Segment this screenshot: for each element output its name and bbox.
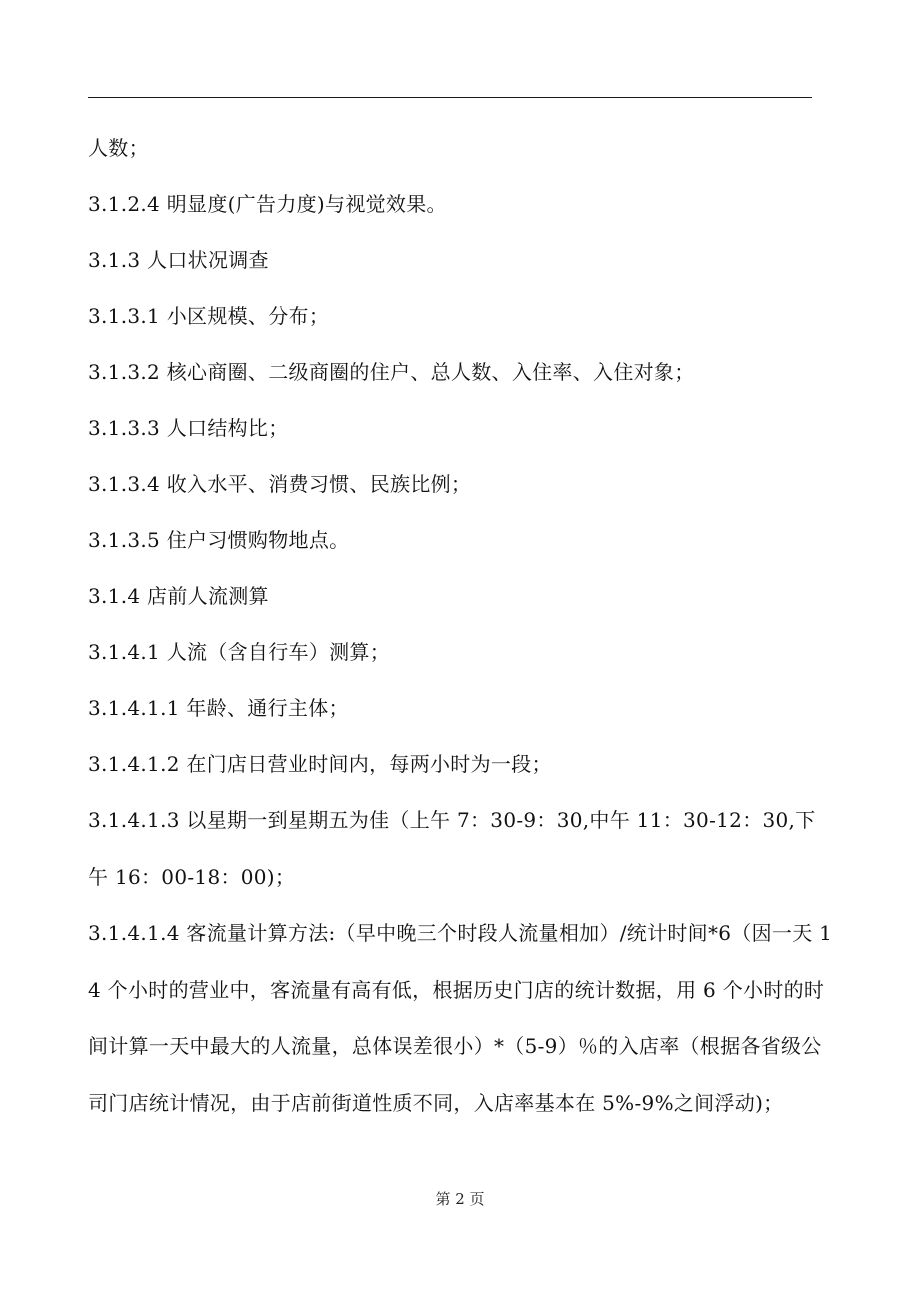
paragraph-3-1-3-3: 3.1.3.3 人口结构比； [88,416,289,440]
header-rule [88,97,812,98]
paragraph-3-1-2-4: 3.1.2.4 明显度(广告力度)与视觉效果。 [88,192,447,216]
paragraph-continuation: 人数； [88,136,149,160]
paragraph-3-1-4-1-3: 3.1.4.1.3 以星期一到星期五为佳（上午 7：30-9：30,中午 11：30-12：30,下午 16：00-18：00)； [88,808,816,889]
paragraph-3-1-4-1-2: 3.1.4.1.2 在门店日营业时间内，每两小时为一段； [88,752,552,776]
paragraph-3-1-4-1: 3.1.4.1 人流（含自行车）测算； [88,640,391,664]
heading-3-1-4: 3.1.4 店前人流测算 [88,584,269,608]
paragraph-3-1-4-1-1: 3.1.4.1.1 年龄、通行主体； [88,696,349,720]
paragraph-3-1-3-4: 3.1.3.4 收入水平、消费习惯、民族比例； [88,472,472,496]
document-body [88,120,833,1131]
page-number: 第 2 页 [435,1190,485,1208]
paragraph-3-1-3-5: 3.1.3.5 住户习惯购物地点。 [88,528,350,552]
paragraph-3-1-3-2: 3.1.3.2 核心商圈、二级商圈的住户、总人数、入住率、入住对象； [88,360,695,384]
paragraph-3-1-4-1-4: 3.1.4.1.4 客流量计算方法:（早中晚三个时段人流量相加）/统计时间*6（因一天 14 个小时的营业中，客流量有高有低，根据历史门店的统计数据，用 6 个小时的时间计算一天中最大的人流量，总体误差很小）*（5-9）％的入店率（根据各省级公司门店统计情况，由于店前街道性质不同，入店率基本在 5%-9%之间浮动)； [88,921,833,1115]
page-footer [0,1188,920,1209]
paragraph-3-1-3-1: 3.1.3.1 小区规模、分布； [88,304,330,328]
heading-3-1-3: 3.1.3 人口状况调查 [88,248,269,272]
